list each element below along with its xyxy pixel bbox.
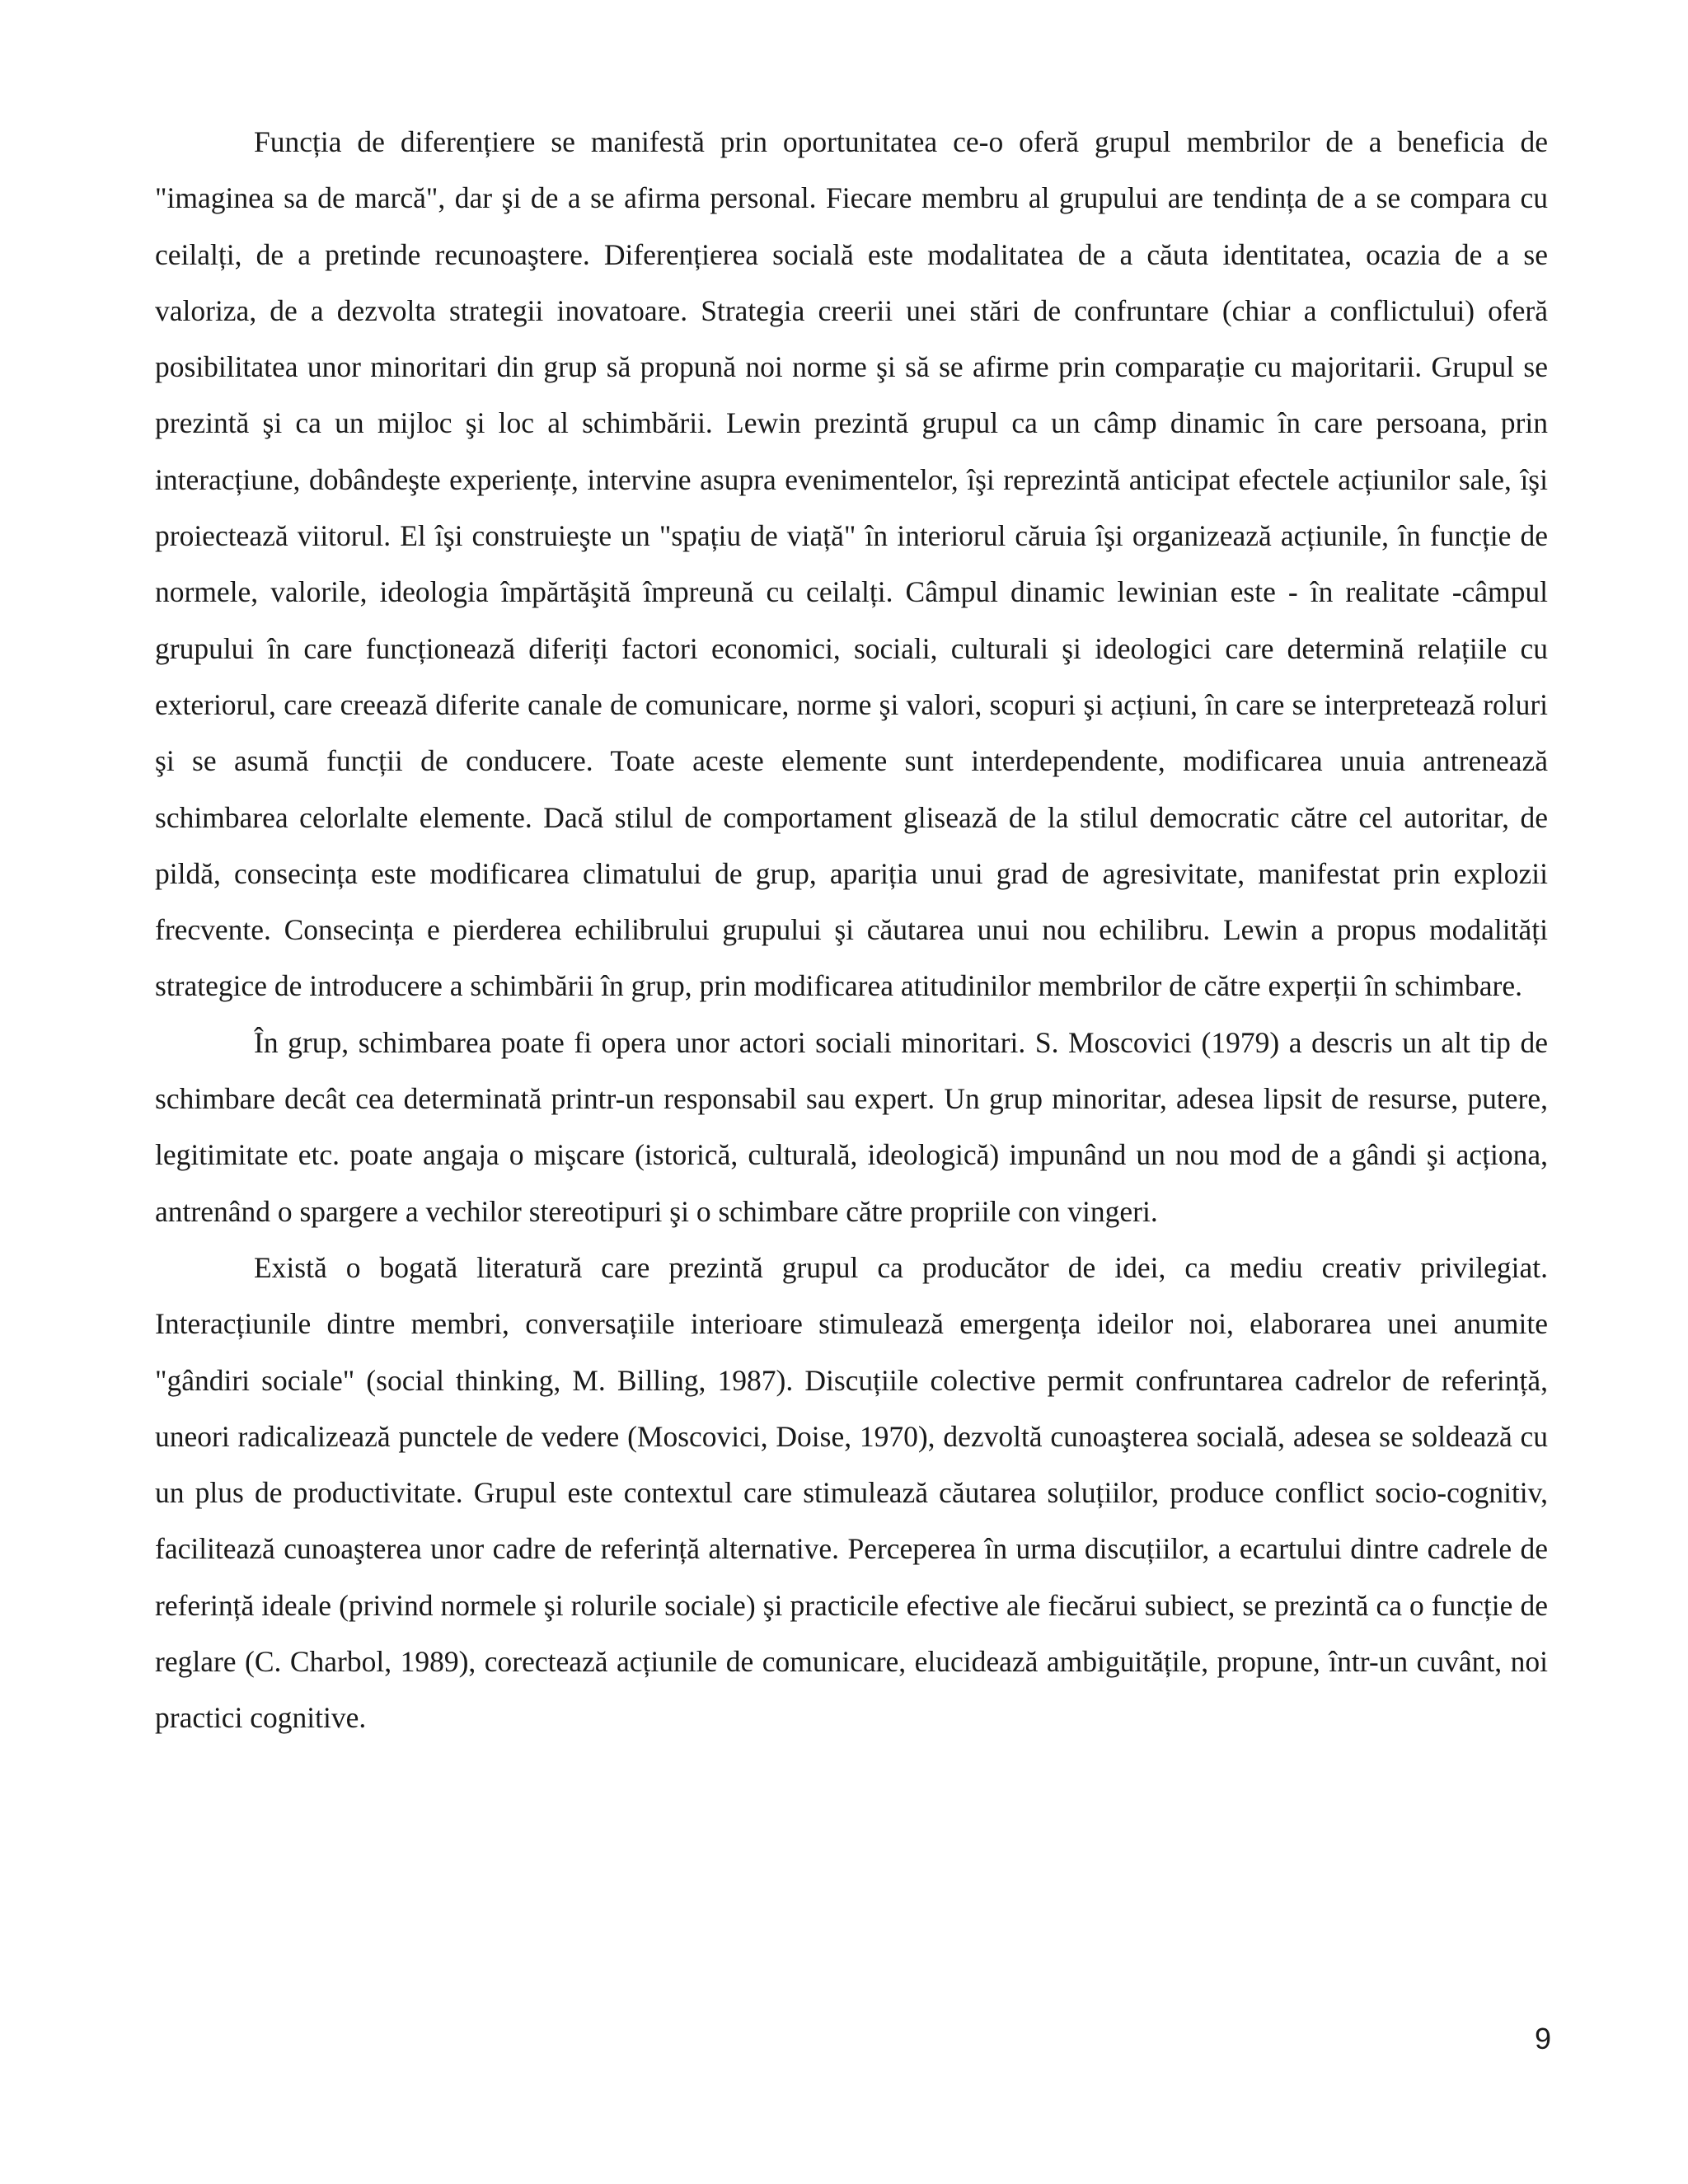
- body-text: [155, 114, 1548, 1746]
- paragraph-2: În grup, schimbarea poate fi opera unor actori sociali minoritari. S. Moscovici (1979) a descris un alt tip de schimbare decât cea determinată printr-un responsabil sau expert. Un grup minoritar, adesea lipsit de resurse, putere, legitimitate etc. poate angaja o mişcare (istorică, culturală, ideologică) impunând un nou mod de a gândi şi acționa, antrenând o spargere a vechilor stereotipuri şi o schimbare către propriile con vingeri.: [155, 1025, 1548, 1228]
- page-number: 9: [1534, 2022, 1551, 2055]
- paragraph-3: Există o bogată literatură care prezintă grupul ca producător de idei, ca mediu creativ privilegiat. Interacțiunile dintre membri, conversațiile interioare stimulează emergența ideilor noi, elaborarea unei anumite "gândiri sociale" (social thinking, M. Billing, 1987). Discuțiile colective permit confruntarea cadrelor de referință, uneori radicalizează punctele de vedere (Moscovici, Doise, 1970), dezvoltă cunoaşterea socială, adesea se soldează cu un plus de productivitate. Grupul este contextul care stimulează căutarea soluțiilor, produce conflict socio-cognitiv, facilitează cunoaşterea unor cadre de referință alternative. Perceperea în urma discuțiilor, a ecartului dintre cadrele de referință ideale (privind normele şi rolurile sociale) şi practicile efective ale fiecărui subiect, se prezintă ca o funcție de reglare (C. Charbol, 1989), corectează acțiunile de comunicare, elucidează ambiguitățile, propune, într-un cuvânt, noi practici cognitive.: [155, 1250, 1548, 1735]
- paragraph-1: Funcția de diferențiere se manifestă prin oportunitatea ce-o oferă grupul membrilor de a beneficia de "imaginea sa de marcă", dar şi de a se afirma personal. Fiecare membru al grupului are tendința de a se compara cu ceilalți, de a pretinde recunoaştere. Diferențierea socială este modalitatea de a căuta identitatea, ocazia de a se valoriza, de a dezvolta strategii inovatoare. Strategia creerii unei stări de confruntare (chiar a conflictului) oferă posibilitatea unor minoritari din grup să propună noi norme şi să se afirme prin comparație cu majoritarii. Grupul se prezintă şi ca un mijloc şi loc al schimbării. Lewin prezintă grupul ca un câmp dinamic în care persoana, prin interacțiune, dobândeşte experiențe, intervine asupra evenimentelor, îşi reprezintă anticipat efectele acțiunilor sale, îşi proiectează viitorul. El îşi construieşte un "spațiu de viață" în interiorul căruia îşi organizează acțiunile, în funcție de normele, valorile, ideologia împărtăşită împreună cu ceilalți. Câmpul dinamic lewinian este - în realitate -câmpul grupului în care funcționează diferiți factori economici, sociali, culturali şi ideologici care determină relațiile cu exteriorul, care creează diferite canale de comunicare, norme şi valori, scopuri şi acțiuni, în care se interpretează roluri şi se asumă funcții de conducere. Toate aceste elemente sunt interdependente, modificarea unuia antrenează schimbarea celorlalte elemente. Dacă stilul de comportament glisează de la stilul democratic către cel autoritar, de pildă, consecința este modificarea climatului de grup, apariția unui grad de agresivitate, manifestat prin explozii frecvente. Consecința e pierderea echilibrului grupului şi căutarea unui nou echilibru. Lewin a propus modalități strategice de introducere a schimbării în grup, prin modificarea atitudinilor membrilor de către experții în schimbare.: [155, 125, 1548, 1003]
